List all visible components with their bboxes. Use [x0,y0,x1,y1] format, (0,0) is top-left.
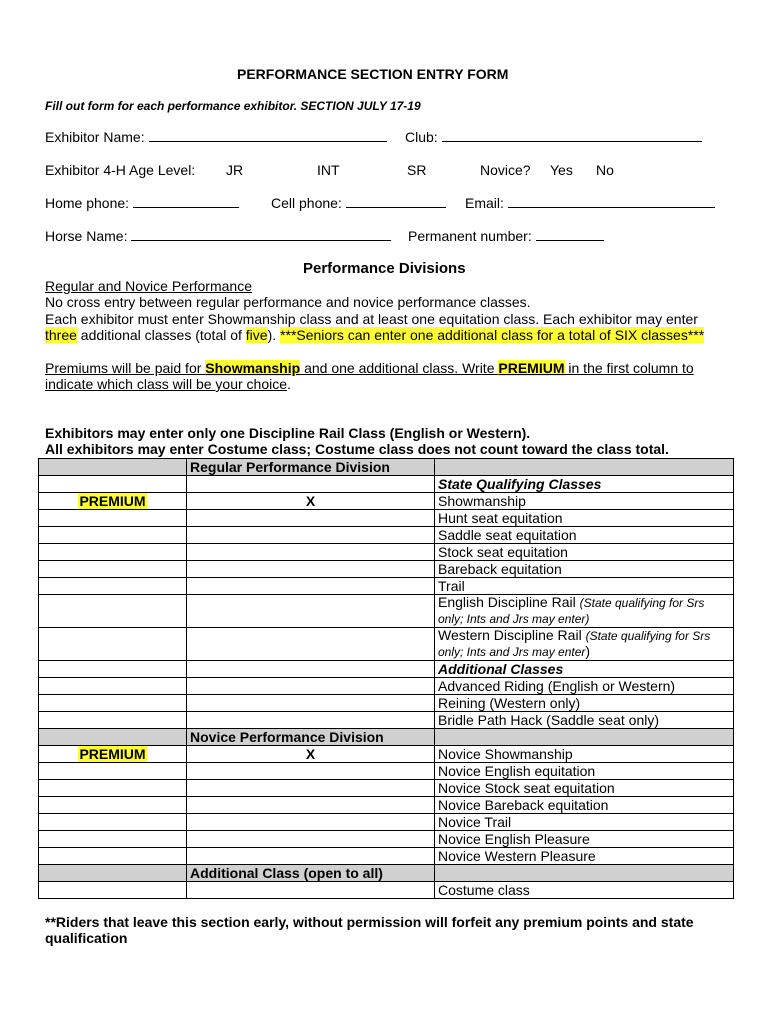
class-english-rail [435,595,734,628]
premium-label: PREMIUM [79,493,146,509]
table-row [39,746,734,763]
table-cell[interactable] [39,628,187,661]
table-row [39,661,734,678]
table-cell[interactable] [187,848,435,865]
table-cell [435,729,734,746]
email-label: Email: [465,195,504,211]
footer-warning-line2: qualification [45,930,128,946]
permanent-number-field[interactable] [536,228,604,241]
seniors-highlight: ***Seniors can enter one additional class for a total of SIX classes*** [280,327,705,343]
english-rail-label: English Discipline Rail [438,594,576,610]
divisions-subheading: Regular and Novice Performance [45,278,252,294]
table-cell[interactable] [187,780,435,797]
showmanship-rule-text: Each exhibitor must enter Showmanship class and at least one equitation class. Each exhibitor may enter [45,311,698,327]
table-row [39,595,734,628]
table-cell [39,865,187,882]
three-highlight: three [45,327,77,343]
class-advanced-riding: Advanced Riding (English or Western) [435,678,734,695]
table-row [39,561,734,578]
table-cell[interactable] [39,797,187,814]
age-int-option[interactable]: INT [317,162,340,178]
table-row [39,544,734,561]
novice-yes-option[interactable]: Yes [550,162,573,178]
table-row [39,797,734,814]
class-showmanship: Showmanship [435,493,734,510]
table-cell[interactable] [39,848,187,865]
class-saddle-seat: Saddle seat equitation [435,527,734,544]
table-cell[interactable] [39,763,187,780]
table-cell[interactable] [39,561,187,578]
table-row [39,493,734,510]
premium-text-c: in the first column to [564,360,694,376]
table-cell[interactable] [39,578,187,595]
table-cell[interactable] [39,595,187,628]
table-row [39,882,734,899]
western-rail-label: Western Discipline Rail [438,627,582,643]
exhibitor-name-label: Exhibitor Name: [45,129,145,145]
class-stock-seat: Stock seat equitation [435,544,734,561]
x-mark-cell[interactable]: X [187,493,435,510]
table-cell[interactable] [39,510,187,527]
rail-class-rule: Exhibitors may enter only one Discipline Rail Class (English or Western). [45,425,531,441]
cell-phone-label: Cell phone: [271,195,342,211]
table-cell[interactable] [187,544,435,561]
novice-label: Novice? [480,162,531,178]
table-row [39,510,734,527]
table-row [39,763,734,780]
table-row [39,695,734,712]
table-row [39,476,734,493]
permanent-number-label: Permanent number: [408,228,532,244]
table-cell[interactable] [187,661,435,678]
table-cell[interactable] [187,561,435,578]
premium-text-b: and one additional class. Write [300,360,499,376]
class-novice-trail: Novice Trail [435,814,734,831]
table-cell[interactable] [187,763,435,780]
form-title: PERFORMANCE SECTION ENTRY FORM [237,66,509,82]
additional-class-header: Additional Class (open to all) [187,865,435,882]
table-cell[interactable] [187,578,435,595]
club-field[interactable] [442,129,702,142]
table-cell[interactable] [39,476,187,493]
table-cell [39,729,187,746]
premium-label: PREMIUM [79,746,146,762]
horse-name-row [45,228,391,244]
table-cell[interactable] [187,882,435,899]
table-cell[interactable] [39,544,187,561]
table-cell[interactable] [187,628,435,661]
western-rail-close: ) [585,643,591,659]
age-level-label: Exhibitor 4-H Age Level: [45,162,196,178]
class-western-rail [435,628,734,661]
class-reining: Reining (Western only) [435,695,734,712]
class-entry-table [38,458,734,899]
email-row [465,195,715,211]
table-cell[interactable] [39,814,187,831]
home-phone-field[interactable] [133,195,239,208]
table-cell [435,459,734,476]
class-costume: Costume class [435,882,734,899]
class-novice-showmanship: Novice Showmanship [435,746,734,763]
cell-phone-row [271,195,446,211]
showmanship-highlight: Showmanship [205,360,301,376]
premium-text-a: Premiums will be paid for [45,360,206,376]
additional-classes-heading: Additional Classes [435,661,734,678]
table-row [39,780,734,797]
horse-name-label: Horse Name: [45,228,128,244]
table-cell[interactable] [187,510,435,527]
premium-cell-regular[interactable] [39,493,187,510]
table-cell[interactable] [187,476,435,493]
age-jr-option[interactable]: JR [226,162,244,178]
class-novice-western-pleasure: Novice Western Pleasure [435,848,734,865]
form-subtitle: Fill out form for each performance exhibitor. SECTION JULY 17-19 [45,99,421,113]
exhibitor-name-field[interactable] [149,129,387,142]
table-cell[interactable] [39,695,187,712]
class-total-end: ). [267,327,281,343]
class-bridle-path: Bridle Path Hack (Saddle seat only) [435,712,734,729]
table-cell[interactable] [187,797,435,814]
table-cell [435,865,734,882]
english-rail-note: (State qualifying for Srs only; Ints and Jrs may enter) [438,596,705,626]
table-cell [39,459,187,476]
table-row [39,831,734,848]
class-novice-english-eq: Novice English equitation [435,763,734,780]
class-novice-english-pleasure: Novice English Pleasure [435,831,734,848]
novice-division-header-row [39,729,734,746]
table-cell[interactable] [39,527,187,544]
table-cell[interactable] [187,595,435,628]
class-hunt-seat: Hunt seat equitation [435,510,734,527]
regular-division-header-row [39,459,734,476]
premium-text-line2 [45,376,291,392]
age-sr-option[interactable]: SR [407,162,427,178]
table-cell[interactable] [187,527,435,544]
table-cell[interactable] [39,661,187,678]
x-mark-cell[interactable]: X [187,746,435,763]
table-cell[interactable] [39,780,187,797]
table-row [39,712,734,729]
premium-text-line2-underlined: indicate which class will be your choice [45,376,287,392]
additional-class-header-row [39,865,734,882]
home-phone-row [45,195,239,211]
novice-division-header: Novice Performance Division [187,729,435,746]
table-row [39,848,734,865]
class-total-text [45,327,704,343]
table-cell[interactable] [187,814,435,831]
club-label: Club: [405,129,438,145]
five-highlight: five [245,327,268,343]
table-row [39,527,734,544]
no-cross-entry-text: No cross entry between regular performance and novice performance classes. [45,294,531,310]
class-novice-bareback-eq: Novice Bareback equitation [435,797,734,814]
table-row [39,814,734,831]
class-novice-stock-eq: Novice Stock seat equitation [435,780,734,797]
table-row [39,578,734,595]
email-field[interactable] [508,195,715,208]
table-cell[interactable] [39,882,187,899]
table-row [39,628,734,661]
table-row [39,678,734,695]
table-cell[interactable] [187,678,435,695]
regular-division-header: Regular Performance Division [187,459,435,476]
permanent-number-row [408,228,604,244]
table-cell[interactable] [39,678,187,695]
premium-cell-novice[interactable] [39,746,187,763]
divisions-heading: Performance Divisions [303,260,466,277]
club-row [405,129,702,145]
class-trail: Trail [435,578,734,595]
footer-warning-line1: **Riders that leave this section early, without permission will forfeit any premium points and state [45,914,694,930]
novice-no-option[interactable]: No [596,162,614,178]
class-total-mid: additional classes (total of [76,327,246,343]
table-cell[interactable] [187,831,435,848]
exhibitor-name-row [45,129,387,145]
table-cell[interactable] [187,712,435,729]
cell-phone-field[interactable] [346,195,446,208]
state-qualifying-heading: State Qualifying Classes [435,476,734,493]
premium-word-highlight: PREMIUM [498,360,565,376]
table-cell[interactable] [39,831,187,848]
horse-name-field[interactable] [131,228,391,241]
table-cell[interactable] [187,695,435,712]
table-cell[interactable] [39,712,187,729]
home-phone-label: Home phone: [45,195,130,211]
western-rail-note: (State qualifying for Srs only; Ints and Jrs may enter [438,629,711,659]
premium-text-period: . [287,376,291,392]
costume-class-rule: All exhibitors may enter Costume class; Costume class does not count toward the class total. [45,441,669,457]
premium-text-line1 [45,360,694,376]
class-bareback: Bareback equitation [435,561,734,578]
